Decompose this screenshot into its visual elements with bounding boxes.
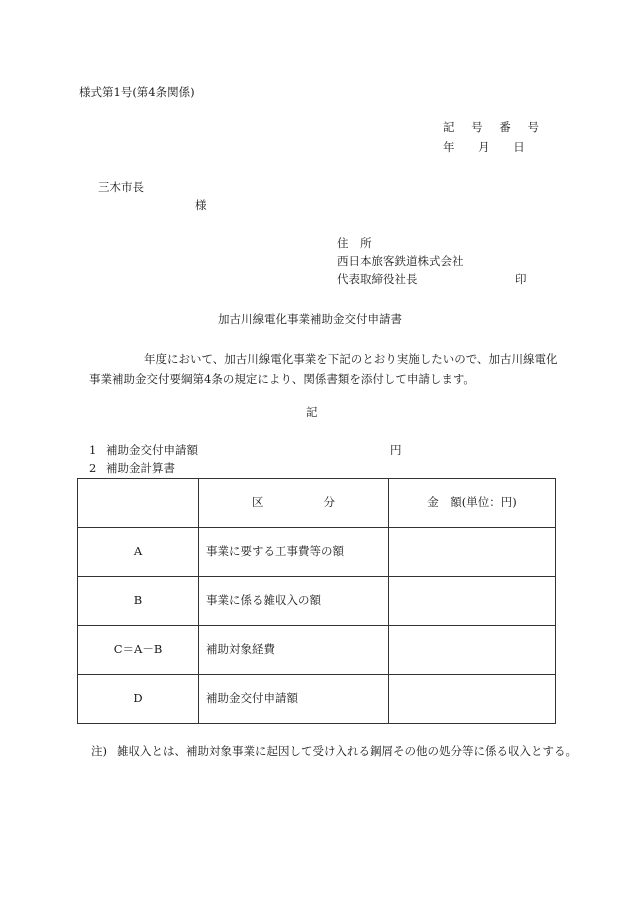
item-label-calculation: 補助金計算書 — [106, 461, 175, 475]
row-description: 補助対象経費 — [199, 626, 389, 675]
form-number-label: 様式第1号(第4条関係) — [79, 85, 195, 99]
table-row — [78, 528, 556, 577]
row-code: A — [78, 528, 199, 577]
table-header-row — [78, 479, 556, 528]
yen-unit: 円 — [390, 443, 402, 457]
row-amount-cell — [389, 626, 556, 675]
item-label-application-amount: 補助金交付申請額 — [106, 443, 198, 457]
row-description: 事業に係る雑収入の額 — [199, 577, 389, 626]
honorific: 様 — [195, 198, 207, 212]
item-number: 1 — [89, 443, 97, 457]
seal-mark: 印 — [515, 272, 527, 286]
footnote — [91, 744, 581, 759]
date-line: 年 月 日 — [443, 140, 525, 154]
row-code: B — [78, 577, 199, 626]
table-row — [78, 577, 556, 626]
footnote-mark: 注) — [91, 744, 107, 758]
row-code: D — [78, 675, 199, 724]
ki-heading: 記 — [306, 405, 318, 419]
representative-title: 代表取締役社長 — [337, 272, 418, 286]
header-empty-cell — [78, 479, 199, 528]
company-name: 西日本旅客鉄道株式会社 — [337, 254, 464, 268]
header-category-b: 分 — [323, 495, 335, 510]
table-row — [78, 675, 556, 724]
row-code: C＝A－B — [78, 626, 199, 675]
table-row — [78, 626, 556, 675]
header-category-a: 区 — [252, 495, 264, 510]
address-label: 住 所 — [337, 236, 372, 250]
record-number-label: 記 号 番 号 — [443, 120, 540, 134]
document-title: 加古川線電化事業補助金交付申請書 — [218, 312, 402, 326]
row-description: 事業に要する工事費等の額 — [199, 528, 389, 577]
row-amount-cell — [389, 528, 556, 577]
footnote-text: 雑収入とは、補助対象事業に起因して受け入れる鋼屑その他の処分等に係る収入とする。 — [117, 744, 577, 758]
addressee: 三木市長 — [98, 180, 144, 194]
header-amount: 金 額(単位：円) — [389, 479, 556, 528]
row-amount-cell — [389, 675, 556, 724]
row-amount-cell — [389, 577, 556, 626]
row-description: 補助金交付申請額 — [199, 675, 389, 724]
body-paragraph: 年度において、加古川線電化事業を下記のとおり実施したいので、加古川線電化事業補助金交付要綱第4条の規定により、関係書類を添付して申請します。 — [89, 352, 558, 386]
header-category — [199, 479, 389, 528]
subsidy-calculation-table — [77, 478, 556, 724]
item-number: 2 — [89, 461, 97, 475]
